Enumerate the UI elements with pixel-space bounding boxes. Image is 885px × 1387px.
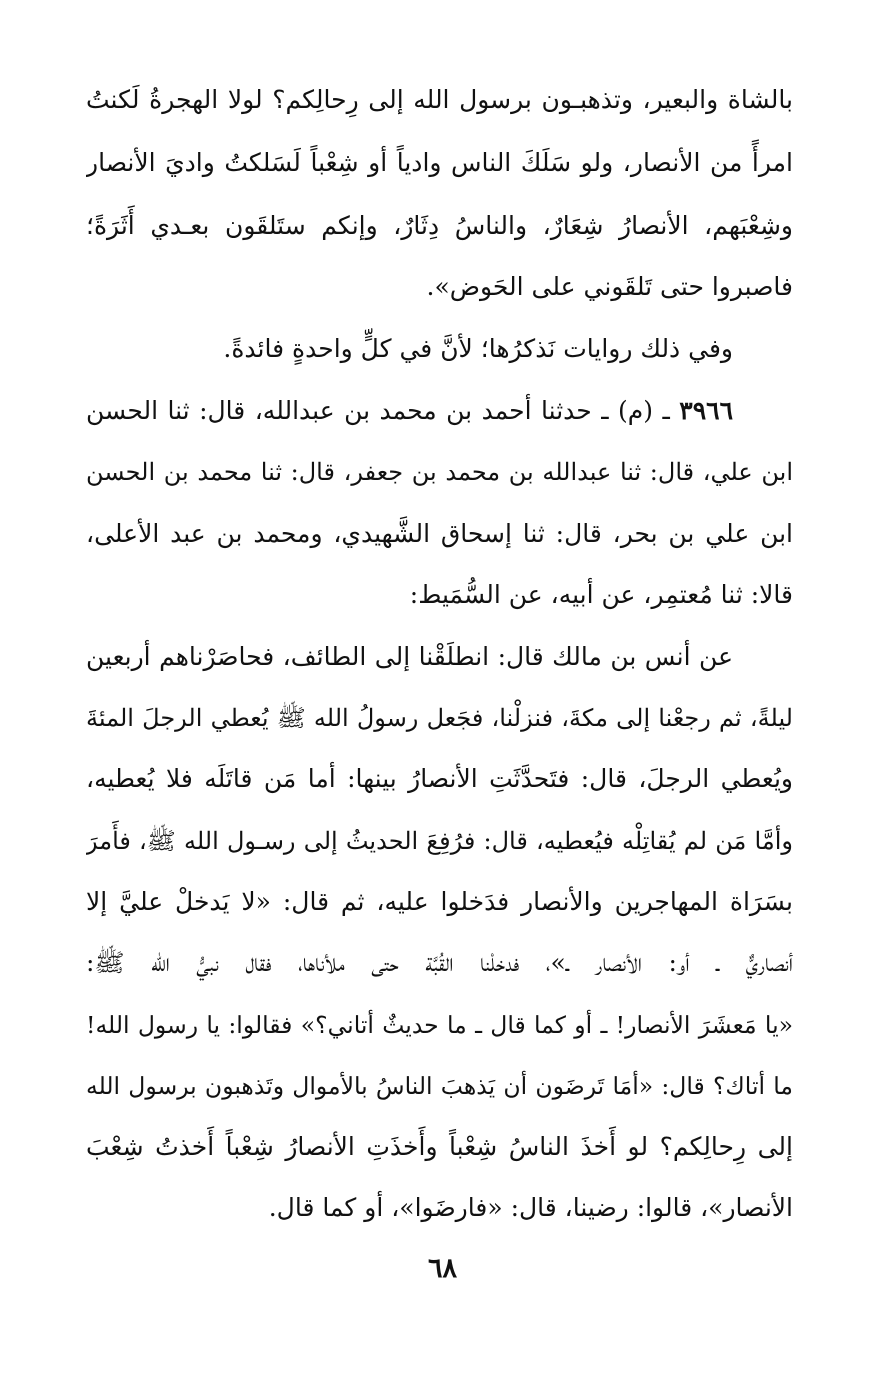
text-line: ليلةً، ثم رجعْنا إلى مكةَ، فنزلْنا، فجَعل رسولُ الله ﷺ يُعطي الرجلَ المئةَ [86, 704, 793, 732]
text-line: الأنصار»، قالوا: رضينا، قال: «فارضَوا»، أو كما قال. [268, 1193, 793, 1222]
text-line: بسَرَاة المهاجرين والأنصار فدَخلوا عليه، ثم قال: «لا يَدخلْ عليَّ إلا [86, 887, 793, 916]
text-line: ابن علي بن بحر، قال: ثنا إسحاق الشَّهيدي، ومحمد بن عبد الأعلى، [86, 519, 793, 548]
text-line: فاصبروا حتى تَلقَوني على الحَوض». [426, 272, 793, 301]
text-span: ـ (م) ـ حدثنا أحمد بن محمد بن عبدالله، قال: ثنا الحسن [86, 396, 670, 425]
text-line: ابن علي، قال: ثنا عبدالله بن محمد بن جعفر، قال: ثنا محمد بن الحسن [86, 458, 793, 486]
text-line: «يا مَعشَرَ الأنصار! ـ أو كما قال ـ ما حديثٌ أتاني؟» فقالوا: يا رسول الله! [86, 1011, 793, 1039]
text-line: وشِعْبَهم، الأنصارُ شِعَارٌ، والناسُ دِثَارٌ، وإنكم ستَلقَون بعـدي أَثَرَةً؛ [86, 211, 793, 240]
hadith-header-line [86, 381, 733, 441]
text-line: امرأً من الأنصار، ولو سَلَكَ الناس وادياً أو شِعْباً لَسَلكتُ واديَ الأنصار [86, 148, 793, 177]
text-line: قالا: ثنا مُعتمِر، عن أبيه، عن السُّمَيط: [409, 580, 793, 609]
text-line: وأمَّا مَن لم يُقاتِلْه فيُعطيه، قال: فرُفِعَ الحديثُ إلى رسـول الله ﷺ، فأَمرَ [86, 827, 793, 855]
text-line: وفي ذلك روايات نَذكرُها؛ لأنَّ في كلٍّ واحدةٍ فائدةً. [223, 334, 733, 363]
text-line: عن أنس بن مالك قال: انطلَقْنا إلى الطائف، فحاصَرْناهم أربعين [86, 642, 733, 671]
text-line: إلى رِحالِكم؟ لو أَخذَ الناسُ شِعْباً وأَخذَتِ الأنصارُ شِعْباً أَخذتُ شِعْبَ [86, 1132, 793, 1161]
text-line: أنصاريٌّ ـ أو: الأنصار ـ»، فدخلْنا القُبَّة حتى ملأناها، فقال نبيُّ الله ﷺ: [86, 948, 793, 977]
text-line: بالشاة والبعير، وتذهبـون برسول الله إلى رِحالِكم؟ لولا الهجرةُ لَكنتُ [86, 85, 793, 114]
page-number: ٦٨ [427, 1253, 457, 1284]
hadith-number: ٣٩٦٦ [679, 396, 733, 425]
text-line: ويُعطي الرجلَ، قال: فتَحدَّثَتِ الأنصارُ بينها: أما مَن قاتَلَه فلا يُعطيه، [86, 764, 793, 793]
text-line: ما أتاك؟ قال: «أمَا تَرضَون أن يَذهبَ الناسُ بالأموال وتَذهبون برسول الله [86, 1072, 793, 1100]
